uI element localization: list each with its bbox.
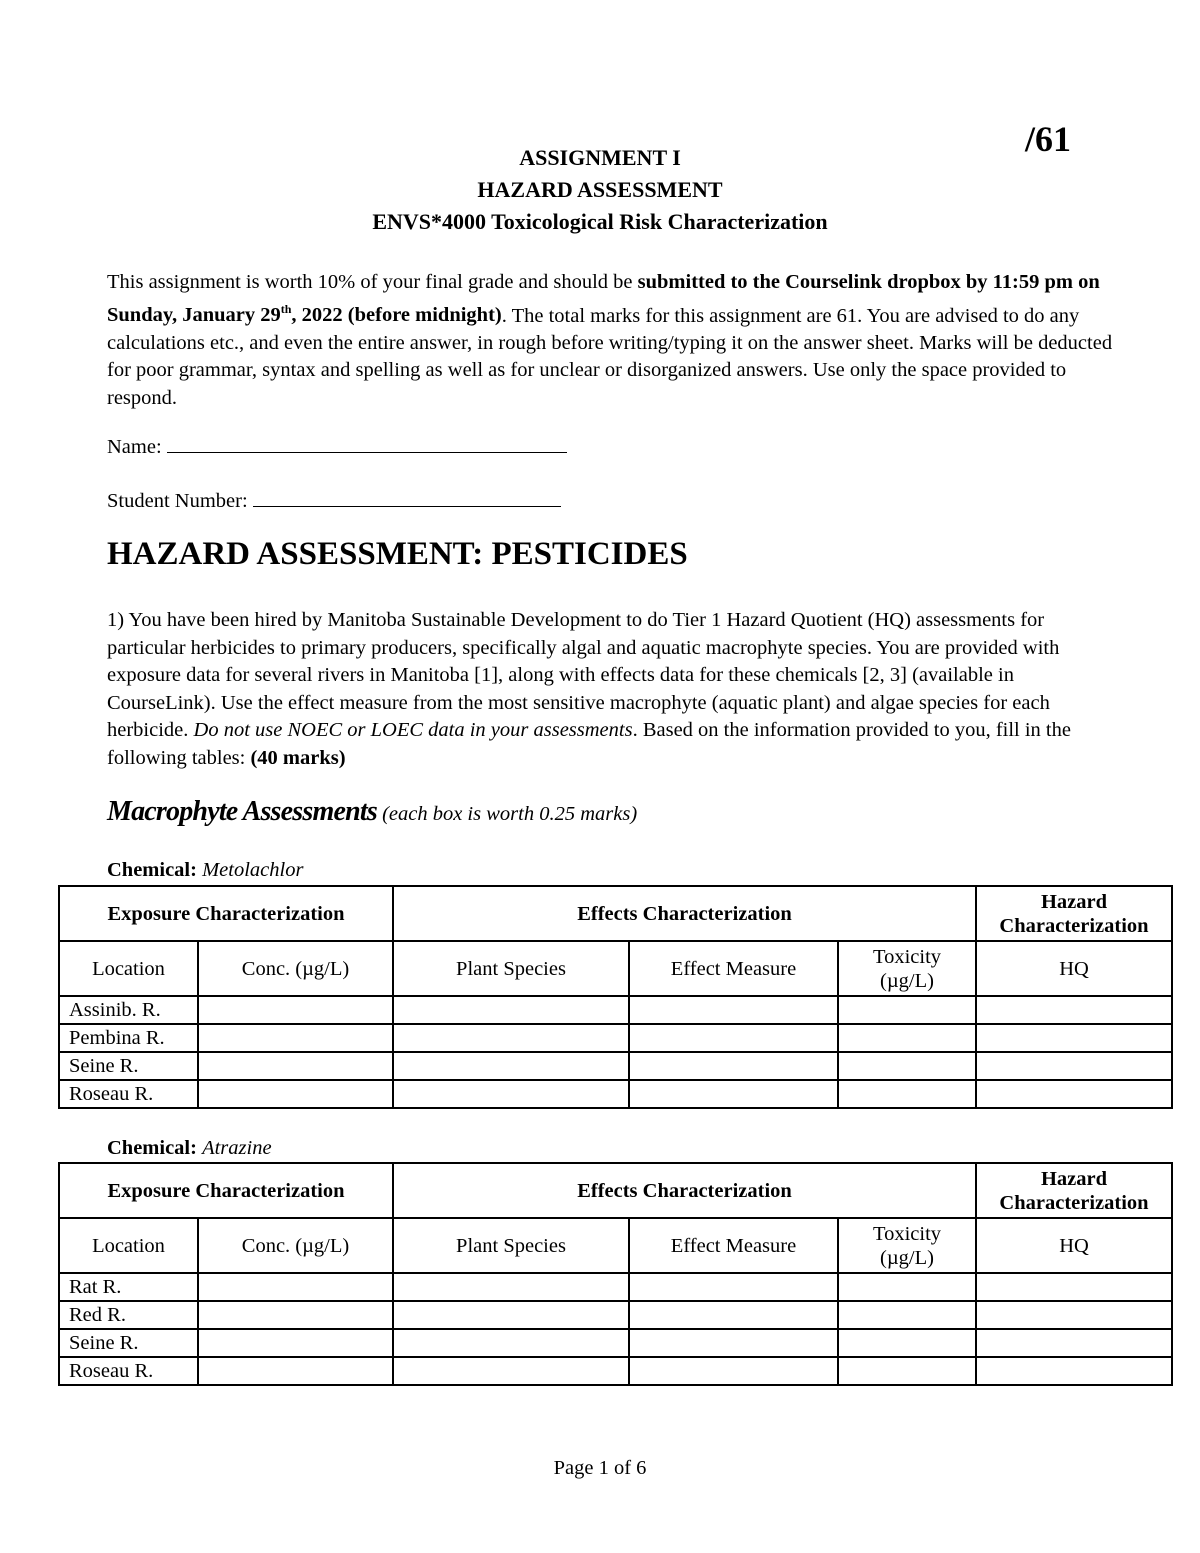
answer-cell[interactable] xyxy=(838,1024,976,1052)
answer-cell[interactable] xyxy=(393,1329,629,1357)
chemical-name: Atrazine xyxy=(202,1137,272,1159)
plant-species-header: Plant Species xyxy=(393,941,629,996)
answer-cell[interactable] xyxy=(198,996,393,1024)
subheading-title: Macrophyte Assessments xyxy=(107,796,377,827)
answer-cell[interactable] xyxy=(838,1301,976,1329)
answer-cell[interactable] xyxy=(838,1273,976,1301)
hazard-header: Hazard Characterization xyxy=(976,886,1172,941)
location-cell: Red R. xyxy=(59,1301,198,1329)
answer-cell[interactable] xyxy=(976,1052,1172,1080)
answer-cell[interactable] xyxy=(838,1052,976,1080)
question-italic-note: Do not use NOEC or LOEC data in your assessments xyxy=(193,719,633,741)
answer-cell[interactable] xyxy=(198,1301,393,1329)
section-title: HAZARD ASSESSMENT: PESTICIDES xyxy=(107,536,688,572)
assessment-table xyxy=(58,885,1173,1109)
answer-cell[interactable] xyxy=(393,996,629,1024)
question-paragraph: 1) You have been hired by Manitoba Sustainable Development to do Tier 1 Hazard Quotient (HQ) assessments for particular herbicides to primary producers, specifically algal and aquatic macrophyte species. You are provided with exposure data for several rivers in Manitoba [1], along with effects data for these chemicals [2, 3] (available in CourseLink). Use the effect measure from the most sensitive macrophyte (aquatic plant) and algae species for each herbicide. Do not use NOEC or LOEC data in your assessments. Based on the information provided to you, fill in the following tables: (40 marks) xyxy=(107,609,1071,769)
assignment-title: ASSIGNMENT I xyxy=(519,145,681,170)
answer-cell[interactable] xyxy=(198,1273,393,1301)
location-cell: Roseau R. xyxy=(59,1357,198,1385)
answer-cell[interactable] xyxy=(838,1329,976,1357)
plant-species-header: Plant Species xyxy=(393,1218,629,1273)
exposure-header: Exposure Characterization xyxy=(59,1163,393,1218)
answer-cell[interactable] xyxy=(198,1024,393,1052)
answer-cell[interactable] xyxy=(838,1357,976,1385)
effect-measure-header: Effect Measure xyxy=(629,1218,838,1273)
location-cell: Roseau R. xyxy=(59,1080,198,1108)
location-header: Location xyxy=(59,1218,198,1273)
chemical-name: Metolachlor xyxy=(202,859,304,881)
chemical-label: Chemical: Atrazine xyxy=(107,1137,272,1159)
location-header: Location xyxy=(59,941,198,996)
answer-cell[interactable] xyxy=(629,1080,838,1108)
subheading xyxy=(107,796,637,828)
subheading-note: (each box is worth 0.25 marks) xyxy=(376,803,638,825)
name-field xyxy=(107,432,567,459)
answer-cell[interactable] xyxy=(629,1329,838,1357)
answer-cell[interactable] xyxy=(198,1080,393,1108)
answer-cell[interactable] xyxy=(198,1329,393,1357)
student-number-line[interactable] xyxy=(253,486,561,507)
page-number: Page 1 of 6 xyxy=(553,1457,647,1479)
toxicity-header: Toxicity (µg/L) xyxy=(838,941,976,996)
location-cell: Assinib. R. xyxy=(59,996,198,1024)
table-row xyxy=(59,1052,1172,1080)
instructions-text-rest: . The total marks for this assignment are 61. You are advised to do any calculations etc., and even the entire answer, in rough before writing/typing it on the answer sheet. Marks will be deducted for poor grammar, syntax and spelling as well as for unclear or disorganized answers. Use only the space provided to respond. xyxy=(107,304,1113,409)
effects-header: Effects Characterization xyxy=(393,886,976,941)
exposure-header: Exposure Characterization xyxy=(59,886,393,941)
table-row xyxy=(59,996,1172,1024)
conc-header: Conc. (µg/L) xyxy=(198,941,393,996)
location-cell: Rat R. xyxy=(59,1273,198,1301)
answer-cell[interactable] xyxy=(976,996,1172,1024)
answer-cell[interactable] xyxy=(629,1357,838,1385)
conc-header: Conc. (µg/L) xyxy=(198,1218,393,1273)
answer-cell[interactable] xyxy=(393,1301,629,1329)
assessment-table xyxy=(58,1162,1173,1386)
location-cell: Seine R. xyxy=(59,1052,198,1080)
toxicity-header: Toxicity (µg/L) xyxy=(838,1218,976,1273)
student-number-label: Student Number: xyxy=(107,490,253,512)
effect-measure-header: Effect Measure xyxy=(629,941,838,996)
answer-cell[interactable] xyxy=(393,1357,629,1385)
answer-cell[interactable] xyxy=(976,1024,1172,1052)
hazard-header: Hazard Characterization xyxy=(976,1163,1172,1218)
location-cell: Pembina R. xyxy=(59,1024,198,1052)
deadline-text: submitted to the Courselink dropbox by 11:59 pm on Sunday, January 29th, 2022 (before midnight) xyxy=(107,271,1100,327)
course-title: ENVS*4000 Toxicological Risk Characterization xyxy=(372,209,828,234)
question-marks: (40 marks) xyxy=(250,746,346,769)
answer-cell[interactable] xyxy=(629,1024,838,1052)
answer-cell[interactable] xyxy=(838,996,976,1024)
answer-cell[interactable] xyxy=(629,1273,838,1301)
answer-cell[interactable] xyxy=(393,1024,629,1052)
instructions-text: This assignment is worth 10% of your final grade and should be xyxy=(107,271,638,293)
effects-header: Effects Characterization xyxy=(393,1163,976,1218)
answer-cell[interactable] xyxy=(976,1301,1172,1329)
answer-cell[interactable] xyxy=(976,1329,1172,1357)
answer-cell[interactable] xyxy=(976,1273,1172,1301)
answer-cell[interactable] xyxy=(393,1273,629,1301)
answer-cell[interactable] xyxy=(198,1052,393,1080)
total-marks: /61 xyxy=(1025,119,1072,159)
answer-cell[interactable] xyxy=(838,1080,976,1108)
answer-cell[interactable] xyxy=(393,1052,629,1080)
table-row xyxy=(59,1080,1172,1108)
assignment-subtitle: HAZARD ASSESSMENT xyxy=(477,177,723,202)
instructions-paragraph xyxy=(107,269,1122,412)
student-number-field xyxy=(107,486,561,513)
table-row xyxy=(59,1301,1172,1329)
answer-cell[interactable] xyxy=(629,1301,838,1329)
answer-cell[interactable] xyxy=(393,1080,629,1108)
chemical-label: Chemical: Metolachlor xyxy=(107,859,304,881)
table-row xyxy=(59,1329,1172,1357)
answer-cell[interactable] xyxy=(976,1080,1172,1108)
location-cell: Seine R. xyxy=(59,1329,198,1357)
name-line[interactable] xyxy=(167,432,567,453)
name-label: Name: xyxy=(107,436,167,458)
table-row xyxy=(59,1024,1172,1052)
answer-cell[interactable] xyxy=(198,1357,393,1385)
answer-cell[interactable] xyxy=(976,1357,1172,1385)
hq-header: HQ xyxy=(976,1218,1172,1273)
table-row xyxy=(59,1273,1172,1301)
answer-cell[interactable] xyxy=(629,1052,838,1080)
table-row xyxy=(59,1357,1172,1385)
answer-cell[interactable] xyxy=(629,996,838,1024)
hq-header: HQ xyxy=(976,941,1172,996)
